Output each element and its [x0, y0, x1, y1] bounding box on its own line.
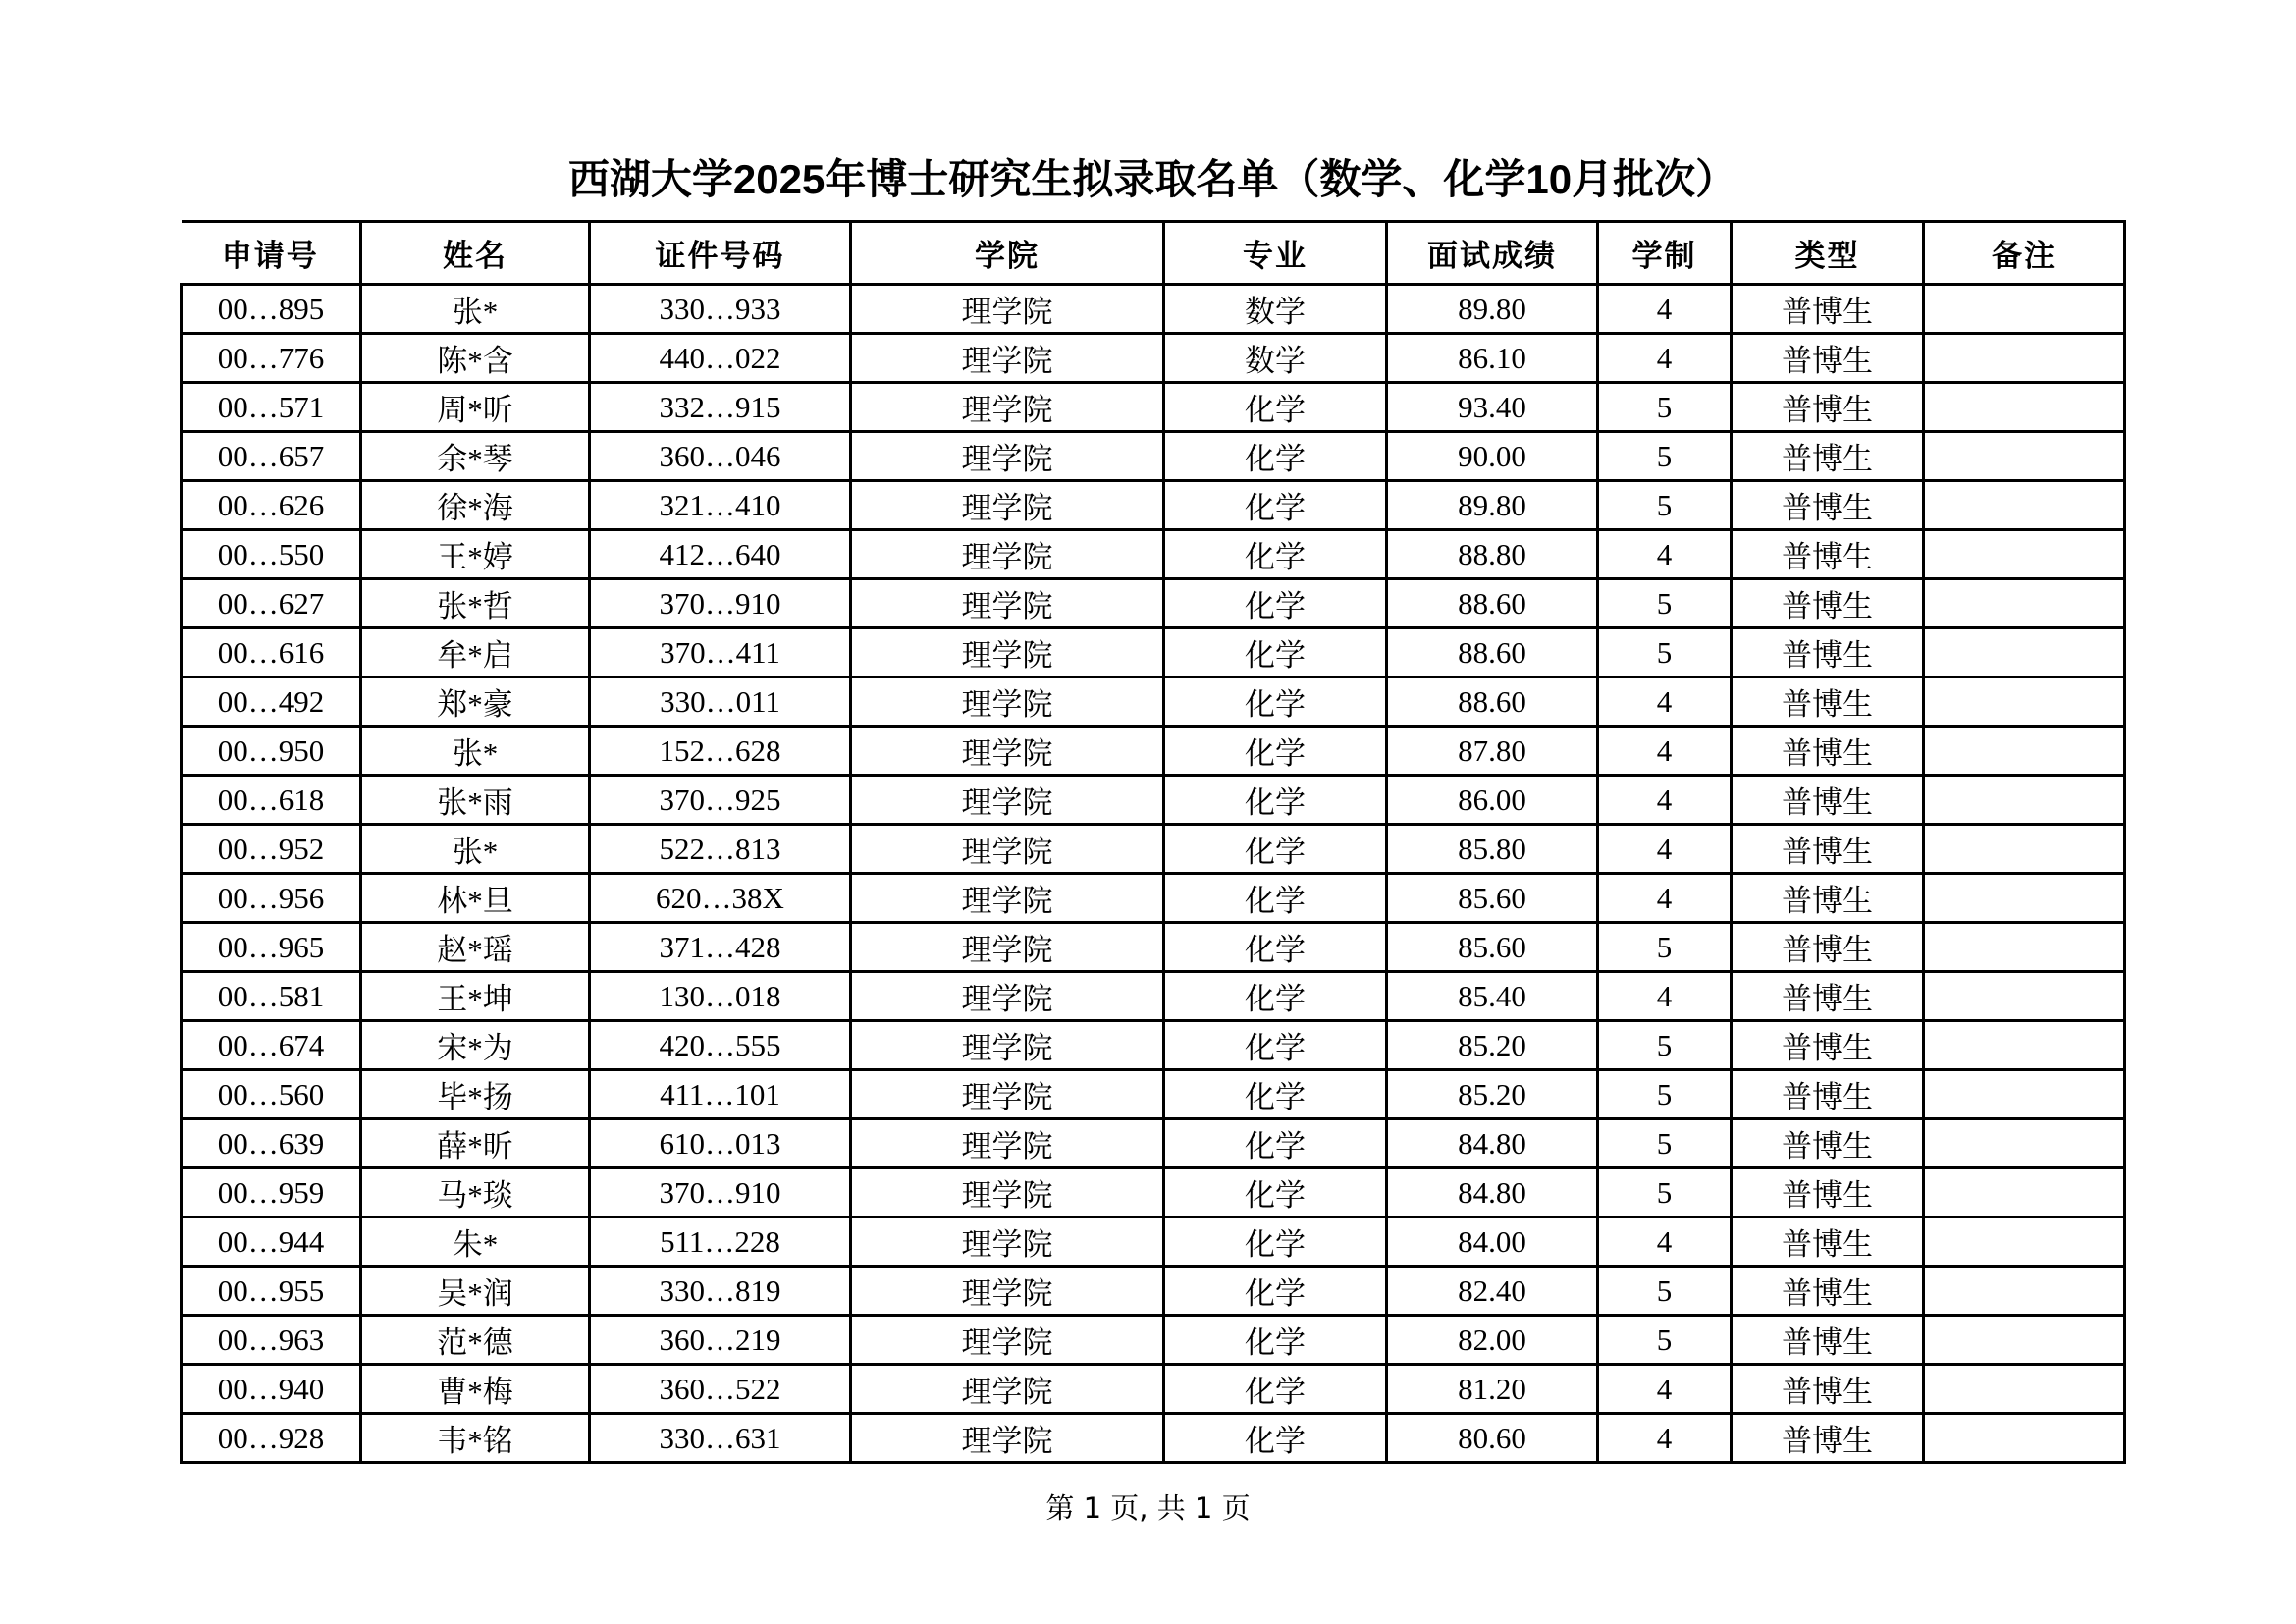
column-header-school: 学院 [851, 222, 1164, 285]
cell-remarks [1924, 530, 2125, 579]
cell-remarks [1924, 1070, 2125, 1119]
cell-school: 理学院 [851, 1218, 1164, 1267]
cell-remarks [1924, 972, 2125, 1021]
cell-remarks [1924, 383, 2125, 432]
cell-type: 普博生 [1732, 481, 1924, 530]
table-row [182, 481, 2125, 530]
cell-remarks [1924, 579, 2125, 628]
cell-major: 化学 [1164, 579, 1387, 628]
cell-remarks [1924, 677, 2125, 727]
cell-name: 王*坤 [361, 972, 590, 1021]
table-row [182, 579, 2125, 628]
cell-school: 理学院 [851, 334, 1164, 383]
cell-name: 张*雨 [361, 776, 590, 825]
cell-id-number: 330…631 [590, 1414, 851, 1463]
cell-interview-score: 89.80 [1387, 285, 1598, 334]
cell-name: 曹*梅 [361, 1365, 590, 1414]
cell-interview-score: 85.40 [1387, 972, 1598, 1021]
cell-type: 普博生 [1732, 579, 1924, 628]
cell-major: 化学 [1164, 776, 1387, 825]
cell-interview-score: 84.00 [1387, 1218, 1598, 1267]
cell-name: 余*琴 [361, 432, 590, 481]
cell-name: 林*旦 [361, 874, 590, 923]
table-row [182, 285, 2125, 334]
cell-school: 理学院 [851, 923, 1164, 972]
cell-school: 理学院 [851, 677, 1164, 727]
table-row [182, 1267, 2125, 1316]
cell-program-length: 4 [1598, 825, 1732, 874]
cell-type: 普博生 [1732, 1168, 1924, 1218]
cell-type: 普博生 [1732, 972, 1924, 1021]
cell-major: 化学 [1164, 530, 1387, 579]
cell-application-number: 00…616 [182, 628, 361, 677]
cell-major: 化学 [1164, 628, 1387, 677]
cell-remarks [1924, 334, 2125, 383]
cell-type: 普博生 [1732, 383, 1924, 432]
cell-interview-score: 87.80 [1387, 727, 1598, 776]
cell-major: 化学 [1164, 1070, 1387, 1119]
cell-program-length: 5 [1598, 1316, 1732, 1365]
cell-program-length: 4 [1598, 727, 1732, 776]
cell-id-number: 360…522 [590, 1365, 851, 1414]
cell-application-number: 00…657 [182, 432, 361, 481]
cell-application-number: 00…550 [182, 530, 361, 579]
cell-program-length: 4 [1598, 1218, 1732, 1267]
cell-program-length: 4 [1598, 972, 1732, 1021]
cell-program-length: 4 [1598, 677, 1732, 727]
cell-id-number: 620…38X [590, 874, 851, 923]
cell-interview-score: 84.80 [1387, 1168, 1598, 1218]
cell-type: 普博生 [1732, 677, 1924, 727]
cell-id-number: 370…411 [590, 628, 851, 677]
cell-name: 马*琰 [361, 1168, 590, 1218]
cell-application-number: 00…940 [182, 1365, 361, 1414]
cell-remarks [1924, 825, 2125, 874]
cell-remarks [1924, 923, 2125, 972]
cell-remarks [1924, 1365, 2125, 1414]
cell-id-number: 330…011 [590, 677, 851, 727]
cell-id-number: 412…640 [590, 530, 851, 579]
cell-remarks [1924, 628, 2125, 677]
cell-school: 理学院 [851, 825, 1164, 874]
cell-name: 韦*铭 [361, 1414, 590, 1463]
cell-program-length: 4 [1598, 530, 1732, 579]
cell-id-number: 511…228 [590, 1218, 851, 1267]
cell-school: 理学院 [851, 972, 1164, 1021]
cell-remarks [1924, 432, 2125, 481]
cell-remarks [1924, 727, 2125, 776]
cell-id-number: 130…018 [590, 972, 851, 1021]
cell-type: 普博生 [1732, 432, 1924, 481]
cell-program-length: 4 [1598, 334, 1732, 383]
cell-name: 张* [361, 727, 590, 776]
cell-id-number: 332…915 [590, 383, 851, 432]
cell-major: 化学 [1164, 1218, 1387, 1267]
cell-type: 普博生 [1732, 1414, 1924, 1463]
table-row [182, 1070, 2125, 1119]
cell-interview-score: 85.80 [1387, 825, 1598, 874]
cell-id-number: 321…410 [590, 481, 851, 530]
cell-major: 数学 [1164, 285, 1387, 334]
cell-id-number: 370…910 [590, 1168, 851, 1218]
cell-type: 普博生 [1732, 923, 1924, 972]
cell-id-number: 371…428 [590, 923, 851, 972]
cell-remarks [1924, 1414, 2125, 1463]
cell-application-number: 00…571 [182, 383, 361, 432]
cell-application-number: 00…776 [182, 334, 361, 383]
cell-school: 理学院 [851, 1070, 1164, 1119]
cell-school: 理学院 [851, 776, 1164, 825]
cell-interview-score: 88.60 [1387, 677, 1598, 727]
cell-interview-score: 85.60 [1387, 874, 1598, 923]
cell-application-number: 00…965 [182, 923, 361, 972]
cell-type: 普博生 [1732, 1070, 1924, 1119]
cell-program-length: 5 [1598, 1070, 1732, 1119]
cell-name: 范*德 [361, 1316, 590, 1365]
cell-interview-score: 82.40 [1387, 1267, 1598, 1316]
cell-major: 化学 [1164, 677, 1387, 727]
cell-interview-score: 88.60 [1387, 579, 1598, 628]
cell-remarks [1924, 1218, 2125, 1267]
cell-name: 张* [361, 285, 590, 334]
cell-type: 普博生 [1732, 285, 1924, 334]
column-header-type: 类型 [1732, 222, 1924, 285]
cell-name: 牟*启 [361, 628, 590, 677]
cell-program-length: 4 [1598, 1414, 1732, 1463]
cell-program-length: 5 [1598, 481, 1732, 530]
cell-program-length: 5 [1598, 383, 1732, 432]
cell-program-length: 5 [1598, 432, 1732, 481]
cell-id-number: 360…046 [590, 432, 851, 481]
cell-application-number: 00…627 [182, 579, 361, 628]
cell-major: 化学 [1164, 825, 1387, 874]
cell-application-number: 00…952 [182, 825, 361, 874]
cell-school: 理学院 [851, 383, 1164, 432]
cell-id-number: 411…101 [590, 1070, 851, 1119]
cell-name: 徐*海 [361, 481, 590, 530]
cell-interview-score: 90.00 [1387, 432, 1598, 481]
cell-program-length: 4 [1598, 285, 1732, 334]
cell-school: 理学院 [851, 530, 1164, 579]
cell-id-number: 610…013 [590, 1119, 851, 1168]
table-row [182, 334, 2125, 383]
cell-program-length: 5 [1598, 1021, 1732, 1070]
cell-type: 普博生 [1732, 727, 1924, 776]
cell-interview-score: 93.40 [1387, 383, 1598, 432]
cell-major: 化学 [1164, 432, 1387, 481]
cell-interview-score: 85.60 [1387, 923, 1598, 972]
table-row [182, 874, 2125, 923]
cell-major: 化学 [1164, 874, 1387, 923]
table-row [182, 1218, 2125, 1267]
cell-major: 数学 [1164, 334, 1387, 383]
cell-type: 普博生 [1732, 825, 1924, 874]
cell-application-number: 00…928 [182, 1414, 361, 1463]
cell-major: 化学 [1164, 727, 1387, 776]
cell-id-number: 330…819 [590, 1267, 851, 1316]
page-number-footer: 第 1 页, 共 1 页 [1045, 1491, 1251, 1525]
cell-type: 普博生 [1732, 874, 1924, 923]
cell-name: 郑*豪 [361, 677, 590, 727]
cell-name: 周*昕 [361, 383, 590, 432]
cell-application-number: 00…955 [182, 1267, 361, 1316]
cell-type: 普博生 [1732, 1365, 1924, 1414]
cell-major: 化学 [1164, 972, 1387, 1021]
cell-remarks [1924, 1316, 2125, 1365]
cell-type: 普博生 [1732, 1218, 1924, 1267]
table-body [182, 285, 2125, 1463]
cell-name: 毕*扬 [361, 1070, 590, 1119]
table-row [182, 628, 2125, 677]
column-header-program-length: 学制 [1598, 222, 1732, 285]
cell-remarks [1924, 285, 2125, 334]
cell-name: 朱* [361, 1218, 590, 1267]
cell-school: 理学院 [851, 1168, 1164, 1218]
table-row [182, 1119, 2125, 1168]
table-row [182, 727, 2125, 776]
cell-program-length: 4 [1598, 776, 1732, 825]
cell-school: 理学院 [851, 481, 1164, 530]
table-row [182, 972, 2125, 1021]
cell-name: 张*哲 [361, 579, 590, 628]
cell-school: 理学院 [851, 628, 1164, 677]
cell-major: 化学 [1164, 1316, 1387, 1365]
cell-remarks [1924, 1267, 2125, 1316]
cell-type: 普博生 [1732, 334, 1924, 383]
document-title: 西湖大学2025年博士研究生拟录取名单（数学、化学10月批次） [567, 156, 1737, 202]
cell-application-number: 00…674 [182, 1021, 361, 1070]
cell-application-number: 00…492 [182, 677, 361, 727]
cell-application-number: 00…956 [182, 874, 361, 923]
cell-interview-score: 86.00 [1387, 776, 1598, 825]
cell-name: 王*婷 [361, 530, 590, 579]
cell-major: 化学 [1164, 1267, 1387, 1316]
cell-program-length: 5 [1598, 923, 1732, 972]
cell-name: 张* [361, 825, 590, 874]
cell-interview-score: 81.20 [1387, 1365, 1598, 1414]
cell-application-number: 00…963 [182, 1316, 361, 1365]
cell-type: 普博生 [1732, 530, 1924, 579]
table-row [182, 923, 2125, 972]
cell-interview-score: 88.80 [1387, 530, 1598, 579]
column-header-application-number: 申请号 [182, 222, 361, 285]
cell-application-number: 00…950 [182, 727, 361, 776]
cell-interview-score: 82.00 [1387, 1316, 1598, 1365]
cell-school: 理学院 [851, 432, 1164, 481]
column-header-remarks: 备注 [1924, 222, 2125, 285]
cell-program-length: 4 [1598, 1365, 1732, 1414]
cell-application-number: 00…626 [182, 481, 361, 530]
cell-program-length: 5 [1598, 1168, 1732, 1218]
cell-program-length: 5 [1598, 1267, 1732, 1316]
cell-name: 吴*润 [361, 1267, 590, 1316]
cell-id-number: 420…555 [590, 1021, 851, 1070]
cell-remarks [1924, 1168, 2125, 1218]
table-row [182, 825, 2125, 874]
cell-school: 理学院 [851, 874, 1164, 923]
table-row [182, 1021, 2125, 1070]
cell-school: 理学院 [851, 1267, 1164, 1316]
cell-type: 普博生 [1732, 1119, 1924, 1168]
cell-major: 化学 [1164, 1168, 1387, 1218]
cell-id-number: 330…933 [590, 285, 851, 334]
cell-major: 化学 [1164, 481, 1387, 530]
table-row [182, 1168, 2125, 1218]
cell-application-number: 00…618 [182, 776, 361, 825]
cell-major: 化学 [1164, 1414, 1387, 1463]
cell-interview-score: 85.20 [1387, 1021, 1598, 1070]
cell-id-number: 370…910 [590, 579, 851, 628]
cell-major: 化学 [1164, 1021, 1387, 1070]
admission-list-table [180, 220, 2126, 1464]
cell-type: 普博生 [1732, 1267, 1924, 1316]
cell-interview-score: 80.60 [1387, 1414, 1598, 1463]
cell-school: 理学院 [851, 1021, 1164, 1070]
cell-remarks [1924, 1119, 2125, 1168]
cell-program-length: 4 [1598, 874, 1732, 923]
cell-interview-score: 88.60 [1387, 628, 1598, 677]
cell-interview-score: 86.10 [1387, 334, 1598, 383]
cell-major: 化学 [1164, 1365, 1387, 1414]
cell-major: 化学 [1164, 1119, 1387, 1168]
cell-id-number: 360…219 [590, 1316, 851, 1365]
cell-school: 理学院 [851, 1316, 1164, 1365]
cell-major: 化学 [1164, 923, 1387, 972]
column-header-major: 专业 [1164, 222, 1387, 285]
cell-id-number: 440…022 [590, 334, 851, 383]
cell-application-number: 00…895 [182, 285, 361, 334]
cell-application-number: 00…581 [182, 972, 361, 1021]
cell-interview-score: 85.20 [1387, 1070, 1598, 1119]
cell-application-number: 00…959 [182, 1168, 361, 1218]
cell-remarks [1924, 874, 2125, 923]
cell-type: 普博生 [1732, 628, 1924, 677]
table-row [182, 776, 2125, 825]
cell-school: 理学院 [851, 727, 1164, 776]
cell-remarks [1924, 481, 2125, 530]
cell-school: 理学院 [851, 1119, 1164, 1168]
cell-name: 赵*瑶 [361, 923, 590, 972]
cell-name: 陈*含 [361, 334, 590, 383]
column-header-name: 姓名 [361, 222, 590, 285]
cell-application-number: 00…639 [182, 1119, 361, 1168]
column-header-id-number: 证件号码 [590, 222, 851, 285]
cell-interview-score: 89.80 [1387, 481, 1598, 530]
cell-school: 理学院 [851, 285, 1164, 334]
cell-school: 理学院 [851, 1365, 1164, 1414]
table-row [182, 383, 2125, 432]
cell-name: 宋*为 [361, 1021, 590, 1070]
table-header-row [182, 222, 2125, 285]
cell-type: 普博生 [1732, 776, 1924, 825]
cell-major: 化学 [1164, 383, 1387, 432]
table-row [182, 1414, 2125, 1463]
cell-program-length: 5 [1598, 628, 1732, 677]
cell-remarks [1924, 1021, 2125, 1070]
table-row [182, 432, 2125, 481]
cell-application-number: 00…944 [182, 1218, 361, 1267]
cell-application-number: 00…560 [182, 1070, 361, 1119]
cell-interview-score: 84.80 [1387, 1119, 1598, 1168]
table-row [182, 530, 2125, 579]
cell-name: 薛*昕 [361, 1119, 590, 1168]
cell-id-number: 152…628 [590, 727, 851, 776]
cell-school: 理学院 [851, 579, 1164, 628]
column-header-interview-score: 面试成绩 [1387, 222, 1598, 285]
table-row [182, 1316, 2125, 1365]
table-row [182, 1365, 2125, 1414]
table-row [182, 677, 2125, 727]
cell-remarks [1924, 776, 2125, 825]
cell-program-length: 5 [1598, 579, 1732, 628]
cell-type: 普博生 [1732, 1316, 1924, 1365]
cell-id-number: 370…925 [590, 776, 851, 825]
cell-school: 理学院 [851, 1414, 1164, 1463]
cell-program-length: 5 [1598, 1119, 1732, 1168]
cell-id-number: 522…813 [590, 825, 851, 874]
cell-type: 普博生 [1732, 1021, 1924, 1070]
